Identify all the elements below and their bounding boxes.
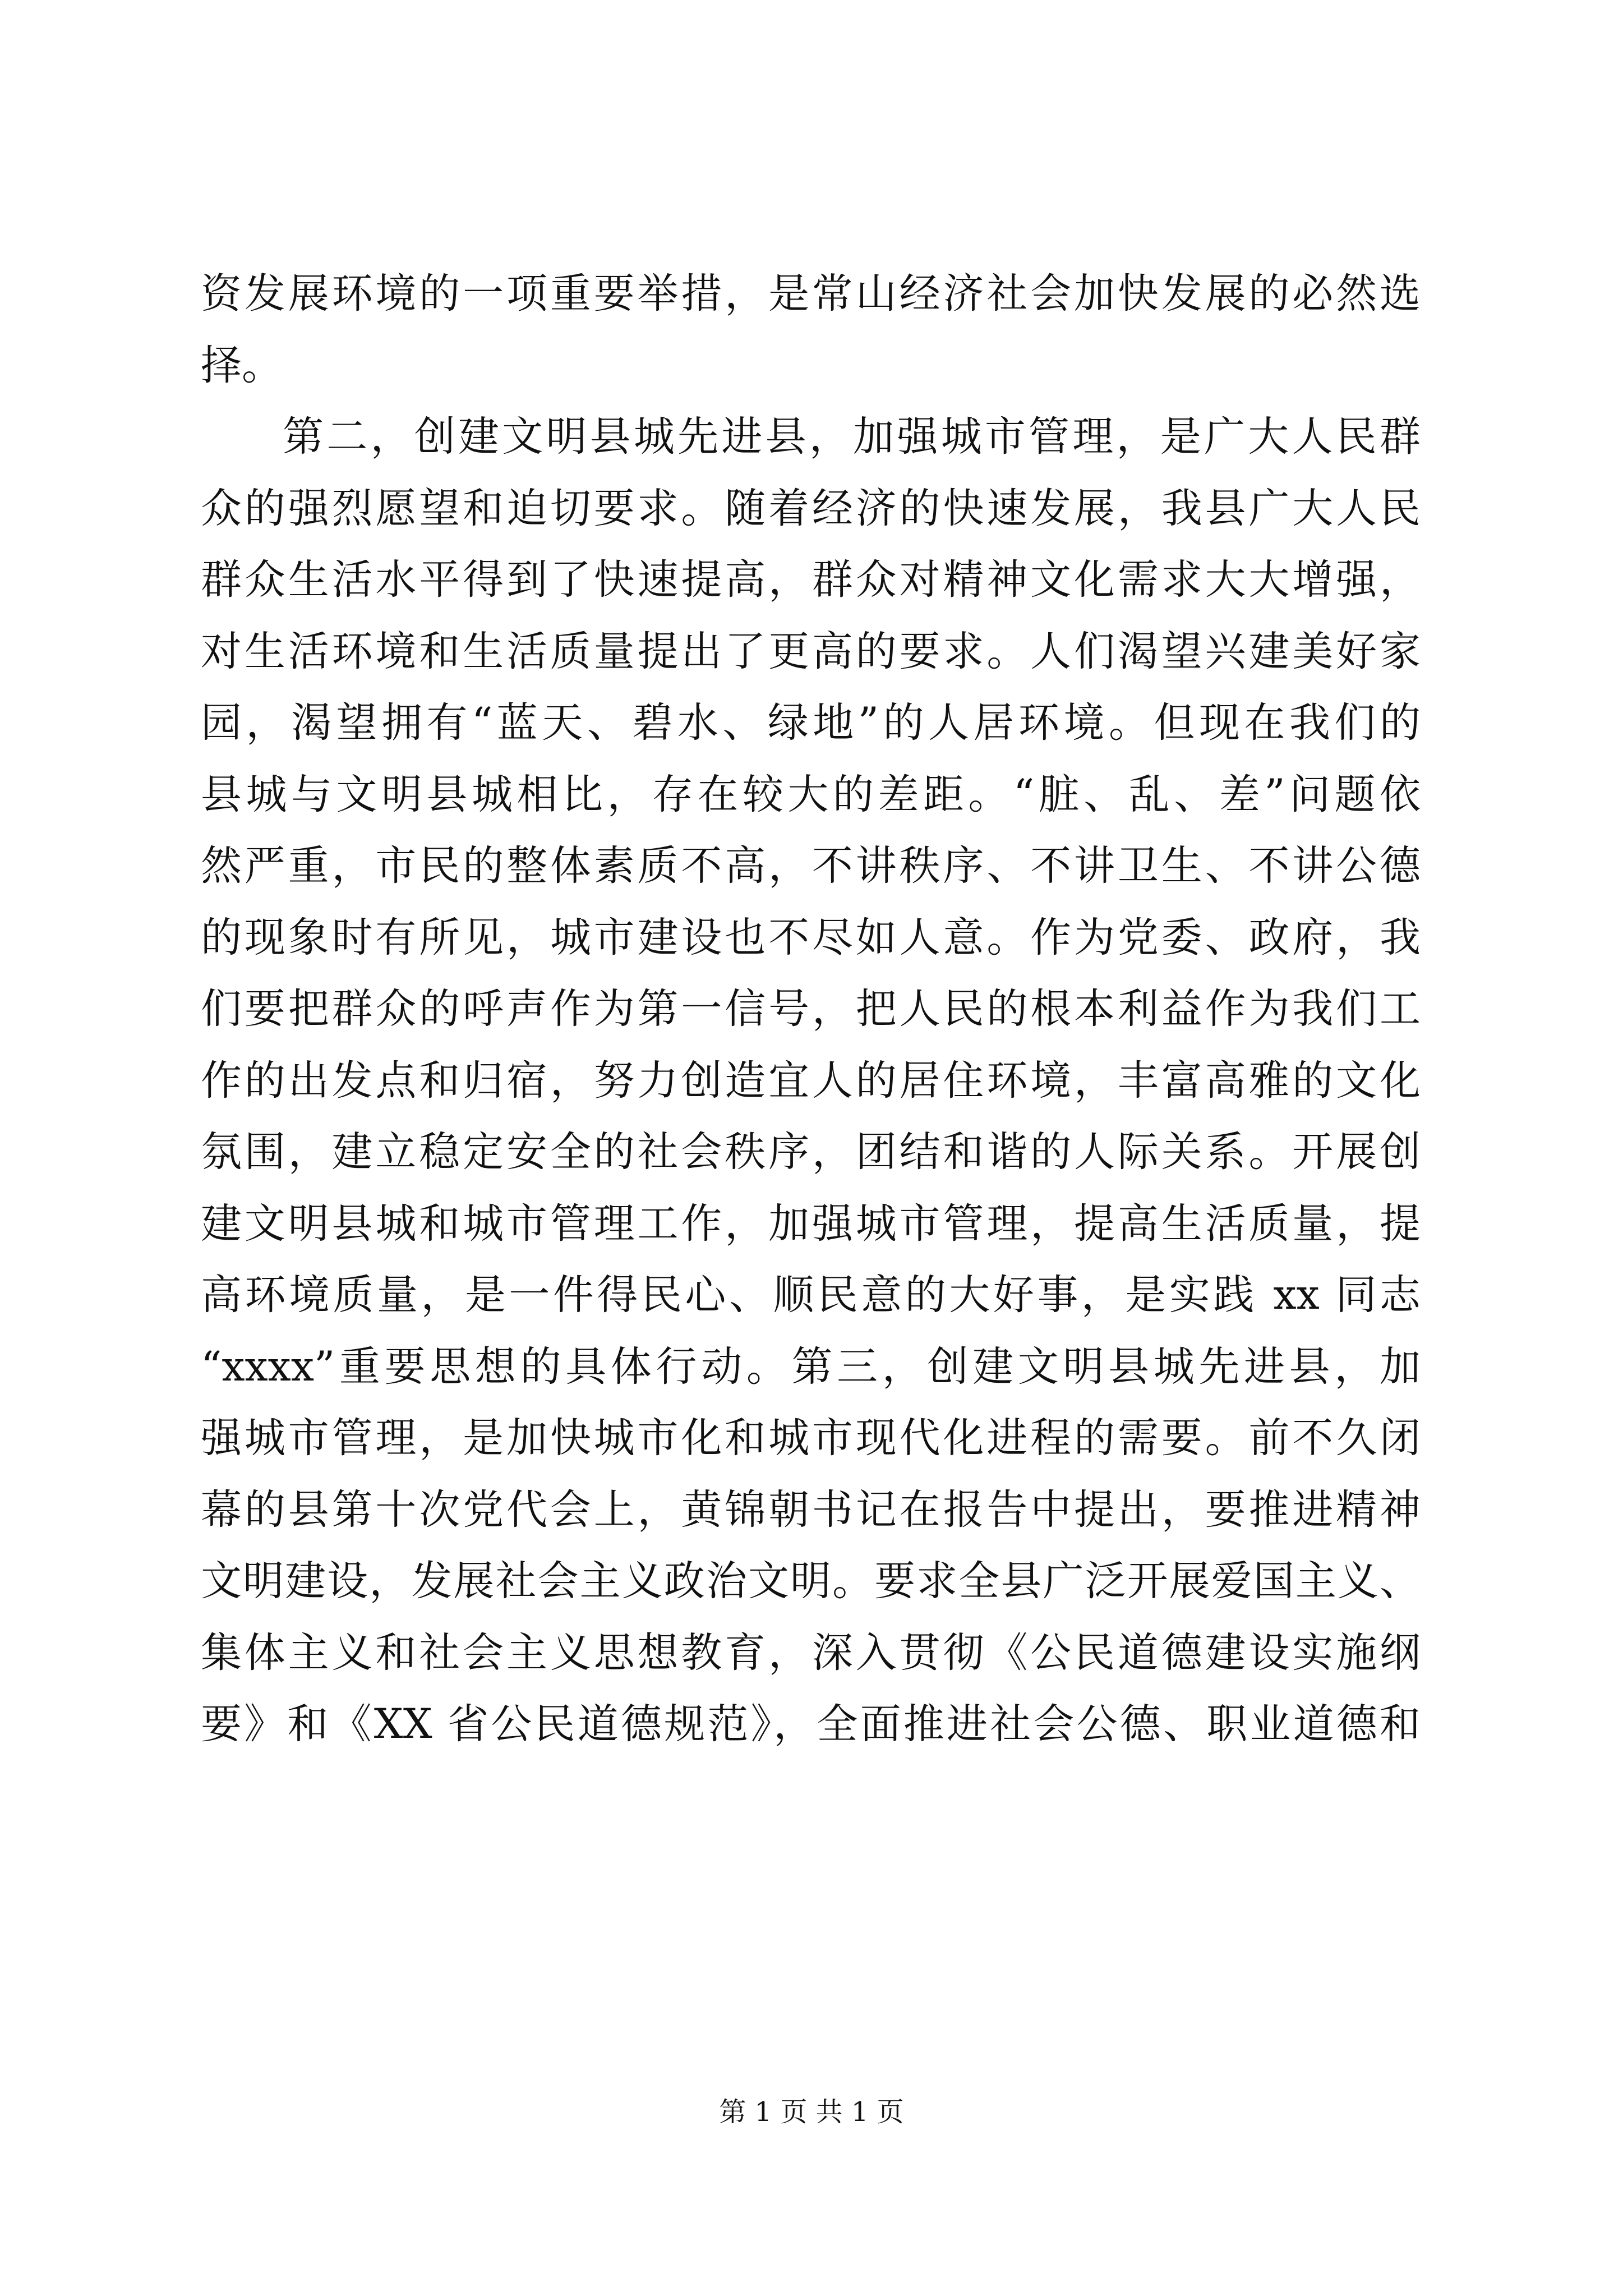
- text-line: 文明建设，发展社会主义政治文明。要求全县广泛开展爱国主义、: [201, 1557, 1421, 1605]
- text-line: 氛围，建立稳定安全的社会秩序，团结和谐的人际关系。开展创: [201, 1128, 1421, 1176]
- text-line: 然严重，市民的整体素质不高，不讲秩序、不讲卫生、不讲公德: [201, 842, 1421, 890]
- text-line: 作的出发点和归宿，努力创造宜人的居住环境，丰富高雅的文化: [201, 1056, 1421, 1105]
- body-text: [201, 258, 1421, 1760]
- text-line: 对生活环境和生活质量提出了更高的要求。人们渴望兴建美好家: [201, 627, 1421, 675]
- text-line: “xxxx”重要思想的具体行动。第三，创建文明县城先进县，加: [201, 1342, 1421, 1391]
- text-line: 众的强烈愿望和迫切要求。随着经济的快速发展，我县广大人民: [201, 484, 1421, 532]
- text-line: 强城市管理，是加快城市化和城市现代化进程的需要。前不久闭: [201, 1414, 1421, 1462]
- paragraph-start-line: 第二，创建文明县城先进县，加强城市管理，是广大人民群: [283, 413, 1421, 461]
- text-line: 园，渴望拥有“蓝天、碧水、绿地”的人居环境。但现在我们的: [201, 699, 1421, 747]
- text-line: 们要把群众的呼声作为第一信号，把人民的根本利益作为我们工: [201, 985, 1421, 1033]
- text-line: 资发展环境的一项重要举措，是常山经济社会加快发展的必然选: [201, 270, 1421, 318]
- text-line: 建文明县城和城市管理工作，加强城市管理，提高生活质量，提: [201, 1199, 1421, 1248]
- text-line: 县城与文明县城相比，存在较大的差距。“脏、乱、差”问题依: [201, 770, 1421, 818]
- text-line: 要》和《XX 省公民道德规范》，全面推进社会公德、职业道德和: [201, 1700, 1421, 1748]
- text-line: 集体主义和社会主义思想教育，深入贯彻《公民道德建设实施纲: [201, 1628, 1421, 1677]
- text-line: 群众生活水平得到了快速提高，群众对精神文化需求大大增强，: [201, 556, 1421, 604]
- text-line: 高环境质量，是一件得民心、顺民意的大好事，是实践 xx 同志: [201, 1271, 1421, 1319]
- page-number-footer: 第 1 页 共 1 页: [719, 2096, 904, 2128]
- text-line: 幕的县第十次党代会上，黄锦朝书记在报告中提出，要推进精神: [201, 1485, 1421, 1534]
- text-line: 择。: [201, 341, 283, 389]
- text-line: 的现象时有所见，城市建设也不尽如人意。作为党委、政府，我: [201, 913, 1421, 961]
